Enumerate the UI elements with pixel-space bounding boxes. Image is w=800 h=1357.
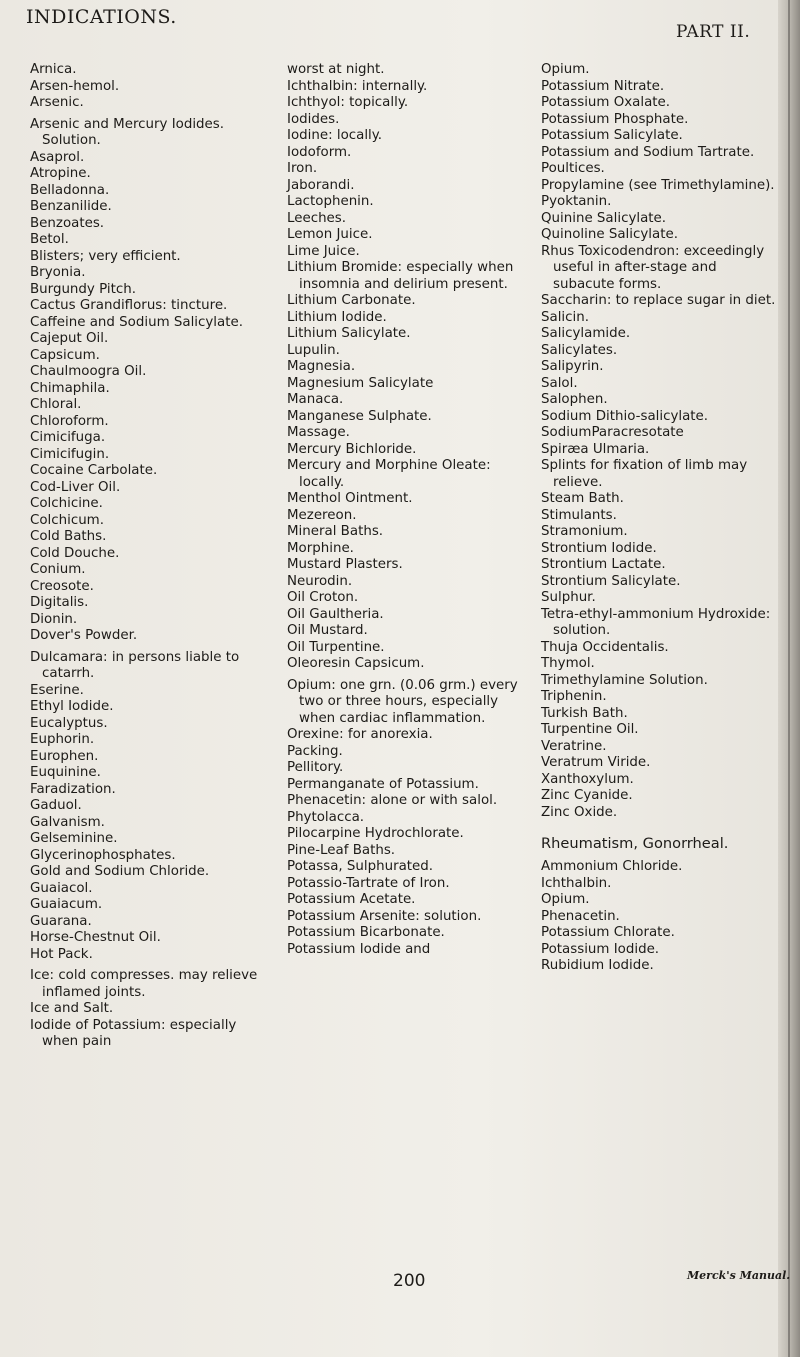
- running-header-right: PART II.: [676, 22, 751, 42]
- index-entry: Menthol Ointment.: [287, 491, 413, 506]
- index-entry: Oil Croton.: [287, 590, 359, 605]
- text-column-2: [287, 62, 532, 958]
- index-entry: Quinine Salicylate.: [541, 210, 667, 226]
- index-entry: Creosote.: [30, 578, 94, 594]
- index-entry: Cocaine Carbolate.: [30, 463, 158, 478]
- index-entry: Saccharin: to replace sugar in diet.: [541, 293, 776, 308]
- index-entry: worst at night.: [287, 62, 385, 77]
- index-entry: Caffeine and Sodium Salicylate.: [30, 314, 243, 330]
- index-entry: Belladonna.: [30, 182, 110, 198]
- index-entry: Cactus Grandiflorus: tincture.: [30, 298, 228, 313]
- index-entry: Hot Pack.: [30, 946, 93, 962]
- index-entry: Salophen.: [541, 392, 608, 407]
- index-entry: Guaiacum.: [30, 897, 103, 912]
- index-entry: Thymol.: [541, 656, 595, 671]
- index-entry: Orexine: for anorexia.: [287, 727, 433, 742]
- index-entry: Zinc Oxide.: [541, 804, 618, 820]
- index-entry: Potassium Chlorate.: [541, 925, 675, 940]
- index-entry: Veratrum Viride.: [541, 755, 651, 770]
- index-entry: Spiræa Ulmaria.: [541, 441, 650, 457]
- index-entry: Potassium Oxalate.: [541, 95, 671, 110]
- index-entry: Tetra-ethyl-ammonium Hydroxide: solution.: [541, 606, 771, 638]
- index-entry: Bryonia.: [30, 265, 86, 280]
- index-entry: Ice and Salt.: [30, 1001, 114, 1016]
- index-entry: Benzoates.: [30, 215, 105, 231]
- index-entry: Permanganate of Potassium.: [287, 776, 479, 792]
- index-entry: Ichthalbin.: [541, 875, 612, 891]
- index-entry: Salol.: [541, 375, 578, 391]
- index-entry: Leeches.: [287, 210, 347, 226]
- index-entry: Iodine: locally.: [287, 128, 383, 143]
- index-entry: Strontium Salicylate.: [541, 573, 681, 589]
- index-entry: Lupulin.: [287, 342, 340, 358]
- index-entry: Colchicine.: [30, 496, 103, 511]
- index-entry: Dulcamara: in persons liable to catarrh.: [30, 649, 240, 681]
- index-entry: Cajeput Oil.: [30, 331, 109, 346]
- index-entry: Salipyrin.: [541, 359, 604, 374]
- text-column-1: [30, 62, 276, 1051]
- index-entry: Neurodin.: [287, 573, 353, 589]
- index-entry: Euphorin.: [30, 732, 95, 747]
- index-entry: Eucalyptus.: [30, 715, 108, 731]
- section-heading: Rheumatism, Gonorrheal.: [541, 835, 729, 852]
- index-entry: Ichthyol: topically.: [287, 95, 409, 110]
- index-entry: Galvanism.: [30, 814, 105, 830]
- index-entry: Chaulmoogra Oil.: [30, 364, 147, 379]
- index-entry: Trimethylamine Solution.: [541, 672, 708, 688]
- index-entry: Opium: one grn. (0.06 grm.) every two or three hours, especially when cardiac inflammation.: [287, 677, 518, 726]
- index-entry: Cod-Liver Oil.: [30, 479, 121, 495]
- index-entry: Rhus Toxicodendron: exceedingly useful in after-stage and subacute forms.: [541, 243, 765, 292]
- index-entry: Gelseminine.: [30, 831, 118, 846]
- index-entry: Conium.: [30, 562, 86, 577]
- index-entry: Arsenic and Mercury Iodides. Solution.: [30, 116, 225, 148]
- index-entry: Pilocarpine Hydrochlorate.: [287, 826, 464, 841]
- page-edge-line: [788, 0, 790, 1357]
- index-entry: Gaduol.: [30, 798, 82, 813]
- index-entry: Ammonium Chloride.: [541, 859, 683, 874]
- index-entry: Phenacetin.: [541, 908, 620, 924]
- index-entry: Iron.: [287, 161, 318, 176]
- page-edge-shadow: [778, 0, 800, 1357]
- index-entry: Phenacetin: alone or with salol.: [287, 793, 498, 808]
- index-entry: Potassium Nitrate.: [541, 78, 665, 94]
- index-entry: Zinc Cyanide.: [541, 788, 633, 803]
- index-entry: Asaprol.: [30, 149, 85, 165]
- index-entry: Potassium Iodide and: [287, 941, 431, 957]
- index-entry: Cold Douche.: [30, 545, 120, 561]
- index-entry: Mineral Baths.: [287, 524, 384, 539]
- index-entry: Lithium Iodide.: [287, 309, 387, 325]
- index-entry: Lithium Bromide: especially when insomnia and delirium present.: [287, 260, 514, 292]
- index-entry: Poultices.: [541, 161, 605, 176]
- index-entry: SodiumParacresotate: [541, 425, 684, 440]
- index-entry: Potassium and Sodium Tartrate.: [541, 144, 755, 160]
- index-entry: Mercury and Morphine Oleate: locally.: [287, 458, 491, 490]
- index-entry: Potassium Acetate.: [287, 892, 416, 907]
- index-entry: Oil Mustard.: [287, 623, 368, 638]
- index-entry: Oleoresin Capsicum.: [287, 656, 425, 671]
- index-entry: Mezereon.: [287, 507, 357, 523]
- index-entry: Salicin.: [541, 309, 589, 325]
- index-entry: Salicylamide.: [541, 326, 631, 341]
- index-entry: Chloroform.: [30, 413, 109, 429]
- index-entry: Cimicifugin.: [30, 446, 110, 462]
- index-entry: Lime Juice.: [287, 243, 360, 259]
- index-entry: Euquinine.: [30, 765, 101, 780]
- footer-note: Merck's Manual.: [687, 1269, 791, 1282]
- index-entry: Splints for fixation of limb may relieve.: [541, 458, 748, 490]
- index-entry: Lactophenin.: [287, 194, 374, 209]
- index-entry: Phytolacca.: [287, 809, 365, 825]
- index-entry: Gold and Sodium Chloride.: [30, 864, 210, 879]
- index-entry: Cimicifuga.: [30, 430, 106, 445]
- index-entry: Manganese Sulphate.: [287, 408, 432, 424]
- index-entry: Pellitory.: [287, 760, 344, 775]
- index-entry: Ethyl Iodide.: [30, 699, 114, 714]
- index-entry: Potassium Bicarbonate.: [287, 925, 445, 940]
- index-entry: Ichthalbin: internally.: [287, 78, 428, 94]
- index-entry: Guaiacol.: [30, 880, 93, 896]
- index-entry: Sulphur.: [541, 590, 596, 605]
- index-entry: Potassium Salicylate.: [541, 128, 683, 143]
- index-entry: Salicylates.: [541, 342, 618, 358]
- index-entry: Jaborandi.: [287, 177, 355, 193]
- index-entry: Xanthoxylum.: [541, 771, 634, 787]
- index-entry: Stimulants.: [541, 507, 617, 523]
- index-entry: Mustard Plasters.: [287, 557, 403, 572]
- text-column-3: [541, 62, 781, 975]
- index-entry: Pine-Leaf Baths.: [287, 842, 396, 858]
- index-entry: Faradization.: [30, 781, 116, 797]
- index-entry: Morphine.: [287, 540, 354, 556]
- index-entry: Oil Gaultheria.: [287, 606, 384, 622]
- index-entry: Burgundy Pitch.: [30, 281, 136, 297]
- index-entry: Triphenin.: [541, 689, 607, 704]
- index-entry: Cold Baths.: [30, 529, 107, 544]
- index-entry: Arsen-hemol.: [30, 78, 120, 94]
- index-entry: Europhen.: [30, 748, 99, 764]
- index-entry: Veratrine.: [541, 738, 607, 754]
- index-entry: Chloral.: [30, 397, 82, 412]
- index-entry: Lithium Carbonate.: [287, 293, 416, 308]
- index-entry: Oil Turpentine.: [287, 639, 385, 655]
- index-entry: Arnica.: [30, 62, 77, 77]
- index-entry: Dover's Powder.: [30, 628, 138, 643]
- index-entry: Ice: cold compresses. may relieve inflamed joints.: [30, 968, 258, 1000]
- index-entry: Blisters; very efficient.: [30, 248, 181, 264]
- index-entry: Magnesium Salicylate: [287, 375, 434, 391]
- index-entry: Arsenic.: [30, 95, 84, 110]
- index-entry: Potassium Iodide.: [541, 941, 660, 957]
- index-entry: Benzanilide.: [30, 199, 112, 214]
- index-entry: Chimaphila.: [30, 380, 110, 396]
- index-entry: Sodium Dithio-salicylate.: [541, 408, 709, 424]
- index-entry: Rubidium Iodide.: [541, 958, 654, 973]
- index-entry: Quinoline Salicylate.: [541, 227, 678, 242]
- index-entry: Potassium Phosphate.: [541, 111, 689, 127]
- index-entry: Potassium Arsenite: solution.: [287, 908, 482, 924]
- index-entry: Strontium Iodide.: [541, 540, 657, 556]
- index-entry: Mercury Bichloride.: [287, 441, 417, 457]
- index-entry: Digitalis.: [30, 595, 89, 610]
- index-entry: Horse-Chestnut Oil.: [30, 930, 161, 945]
- index-entry: Magnesia.: [287, 359, 356, 374]
- index-entry: Propylamine (see Trimethylamine).: [541, 177, 775, 193]
- index-entry: Lithium Salicylate.: [287, 326, 411, 341]
- index-entry: Glycerinophosphates.: [30, 847, 176, 863]
- index-entry: Strontium Lactate.: [541, 557, 666, 572]
- index-entry: Pyoktanin.: [541, 194, 612, 209]
- index-entry: Capsicum.: [30, 347, 100, 363]
- index-entry: Colchicum.: [30, 512, 104, 528]
- index-entry: Guarana.: [30, 913, 92, 929]
- index-entry: Opium.: [541, 892, 590, 907]
- index-entry: Betol.: [30, 232, 69, 247]
- index-entry: Turkish Bath.: [541, 705, 628, 721]
- page-number: 200: [393, 1271, 426, 1291]
- index-entry: Iodide of Potassium: especially when pain: [30, 1017, 237, 1049]
- index-entry: Iodoform.: [287, 144, 352, 160]
- index-entry: Thuja Occidentalis.: [541, 639, 669, 655]
- index-entry: Manaca.: [287, 392, 344, 407]
- index-entry: Steam Bath.: [541, 491, 624, 506]
- running-header-left: INDICATIONS.: [26, 6, 177, 28]
- index-entry: Potassa, Sulphurated.: [287, 859, 434, 874]
- index-entry: Iodides.: [287, 111, 340, 127]
- index-entry: Eserine.: [30, 682, 84, 698]
- index-entry: Potassio-Tartrate of Iron.: [287, 875, 450, 891]
- index-entry: Dionin.: [30, 611, 78, 627]
- index-entry: Lemon Juice.: [287, 227, 373, 242]
- index-entry: Stramonium.: [541, 524, 628, 539]
- index-entry: Packing.: [287, 743, 343, 759]
- index-entry: Opium.: [541, 62, 590, 77]
- index-entry: Atropine.: [30, 166, 91, 181]
- index-entry: Massage.: [287, 425, 350, 440]
- index-entry: Turpentine Oil.: [541, 722, 639, 737]
